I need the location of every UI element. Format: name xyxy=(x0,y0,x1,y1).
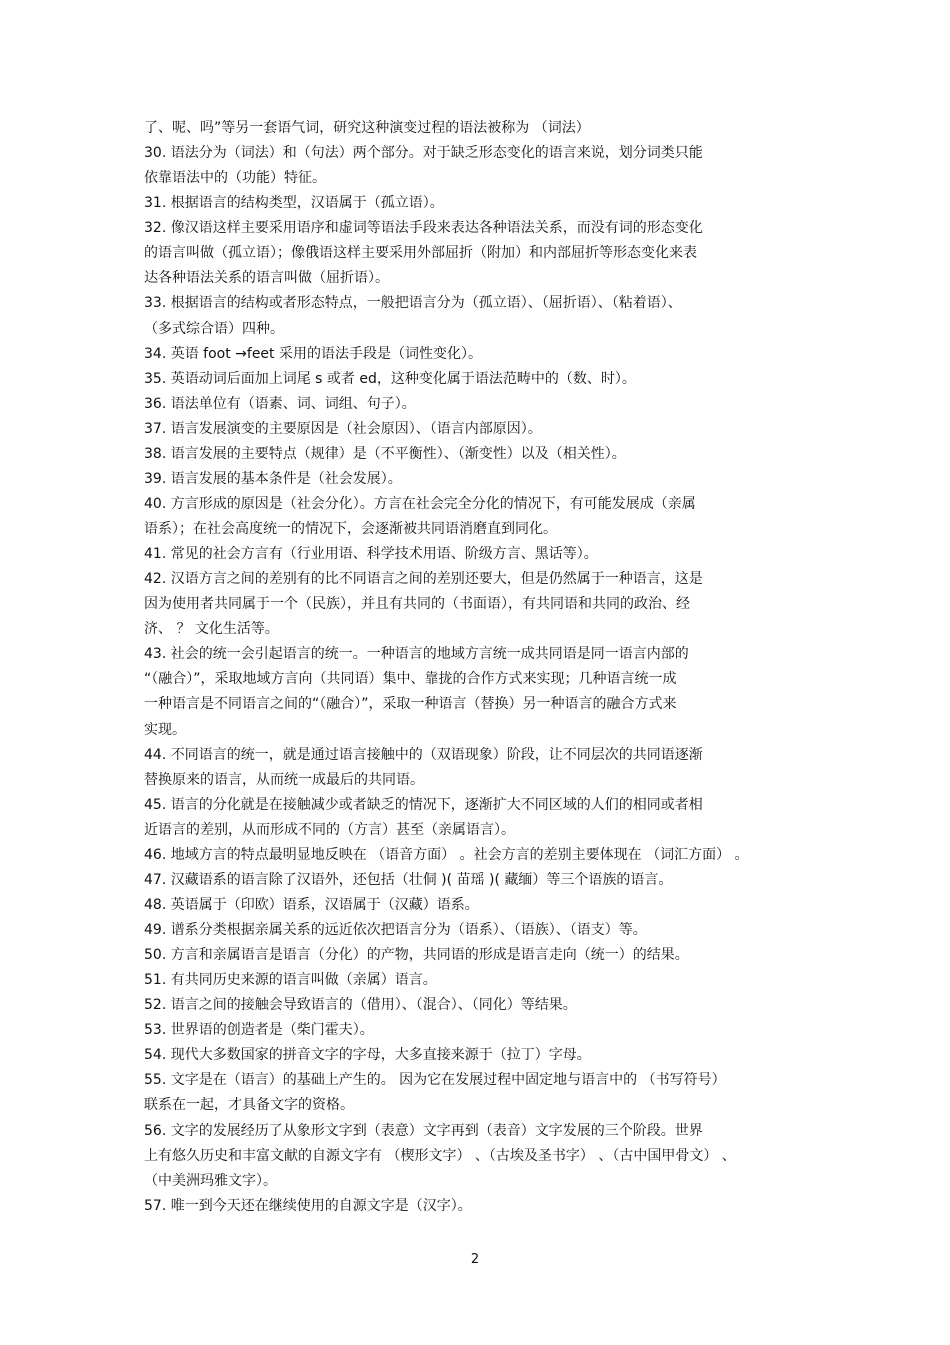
page-number: 2 xyxy=(470,1252,480,1267)
text-line: （多式综合语）四种。 xyxy=(144,320,284,337)
text-line: 达各种语法关系的语言叫做（屈折语）。 xyxy=(144,270,389,287)
text-line: 45. 语言的分化就是在接触减少或者缺乏的情况下，逐渐扩大不同区域的人们的相同或者相 xyxy=(144,796,703,813)
text-line: 32. 像汉语这样主要采用语序和虚词等语法手段来表达各种语法关系，而没有词的形态变化 xyxy=(144,220,703,237)
text-line: 50. 方言和亲属语言是语言（分化）的产物，共同语的形成是语言走向（统一）的结果。 xyxy=(144,947,689,964)
text-line: “（融合）”，采取地域方言向（共同语）集中、靠拢的合作方式来实现；几种语言统一成 xyxy=(144,671,677,688)
text-line: 济、 ？ 文化生活等。 xyxy=(144,621,279,638)
text-line: 的语言叫做（孤立语）；像俄语这样主要采用外部屈折（附加）和内部屈折等形态变化来表 xyxy=(144,245,697,262)
text-line: 34. 英语 foot →feet 采用的语法手段是（词性变化）。 xyxy=(144,345,482,362)
text-line: 47. 汉藏语系的语言除了汉语外，还包括（壮侗 )( 苗瑶 )( 藏缅）等三个语族的语言。 xyxy=(144,871,673,888)
text-line: 56. 文字的发展经历了从象形文字到（表意）文字再到（表音）文字发展的三个阶段。世界 xyxy=(144,1122,703,1139)
text-line: 上有悠久历史和丰富文献的自源文字有 （楔形文字） 、（古埃及圣书字） 、（古中国甲骨文） 、 xyxy=(144,1147,736,1164)
text-line: 因为使用者共同属于一个（民族），并且有共同的（书面语），有共同语和共同的政治、经 xyxy=(144,596,690,613)
text-line: 49. 谱系分类根据亲属关系的远近依次把语言分为（语系）、（语族）、（语支）等。 xyxy=(144,922,647,938)
text-line: 实现。 xyxy=(144,721,186,738)
text-line: 33. 根据语言的结构或者形态特点，一般把语言分为（孤立语）、（屈折语）、（粘着语）、 xyxy=(144,295,682,312)
text-line: 替换原来的语言，从而统一成最后的共同语。 xyxy=(144,771,424,788)
text-line: 46. 地域方言的特点最明显地反映在 （语音方面） 。社会方言的差别主要体现在 （词汇方面） 。 xyxy=(144,846,749,863)
text-line: 联系在一起，才具备文字的资格。 xyxy=(144,1097,354,1114)
text-line: 近语言的差别，从而形成不同的（方言）甚至（亲属语言）。 xyxy=(144,821,515,838)
text-line: 一种语言是不同语言之间的“（融合）”，采取一种语言（替换）另一种语言的融合方式来 xyxy=(144,696,677,713)
text-line: 31. 根据语言的结构类型，汉语属于（孤立语）。 xyxy=(144,195,444,212)
text-line: 42. 汉语方言之间的差别有的比不同语言之间的差别还要大，但是仍然属于一种语言，这是 xyxy=(144,571,703,588)
text-line: 54. 现代大多数国家的拼音文字的字母，大多直接来源于（拉丁）字母。 xyxy=(144,1047,591,1064)
text-line: 40. 方言形成的原因是（社会分化）。方言在社会完全分化的情况下，有可能发展成（亲属 xyxy=(144,495,696,512)
page-body xyxy=(144,116,844,1219)
text-line: 36. 语法单位有（语素、词、词组、句子）。 xyxy=(144,395,416,412)
text-line: 43. 社会的统一会引起语言的统一。一种语言的地域方言统一成共同语是同一语言内部的 xyxy=(144,646,689,663)
text-line: 了、呢、吗”等另一套语气词，研究这种演变过程的语法被称为 （词法） xyxy=(144,120,590,136)
text-line: 38. 语言发展的主要特点（规律）是（不平衡性）、（渐变性）以及（相关性）。 xyxy=(144,445,626,462)
text-line: 57. 唯一到今天还在继续使用的自源文字是（汉字）。 xyxy=(144,1197,472,1214)
text-line: 依靠语法中的（功能）特征。 xyxy=(144,170,326,187)
text-line: 53. 世界语的创造者是（柴门霍夫）。 xyxy=(144,1022,374,1039)
text-line: 44. 不同语言的统一，就是通过语言接触中的（双语现象）阶段，让不同层次的共同语逐渐 xyxy=(144,746,703,763)
text-line: 37. 语言发展演变的主要原因是（社会原因）、（语言内部原因）。 xyxy=(144,420,542,437)
text-line: 39. 语言发展的基本条件是（社会发展）。 xyxy=(144,470,402,487)
text-line: 41. 常见的社会方言有（行业用语、科学技术用语、阶级方言、黑话等）。 xyxy=(144,546,598,563)
text-line: （中美洲玛雅文字）。 xyxy=(144,1172,277,1189)
text-line: 30. 语法分为（词法）和（句法）两个部分。对于缺乏形态变化的语言来说，划分词类只能 xyxy=(144,145,703,162)
text-line: 35. 英语动词后面加上词尾 s 或者 ed，这种变化属于语法范畴中的（数、时）。 xyxy=(144,370,636,387)
text-line: 55. 文字是在（语言）的基础上产生的。 因为它在发展过程中固定地与语言中的 （书写符号） xyxy=(144,1072,726,1089)
text-line: 51. 有共同历史来源的语言叫做（亲属）语言。 xyxy=(144,972,437,989)
text-line: 52. 语言之间的接触会导致语言的（借用）、（混合）、（同化）等结果。 xyxy=(144,997,577,1014)
text-line: 语系）；在社会高度统一的情况下，会逐渐被共同语消磨直到同化。 xyxy=(144,521,557,537)
text-line: 48. 英语属于（印欧）语系，汉语属于（汉藏）语系。 xyxy=(144,896,479,913)
